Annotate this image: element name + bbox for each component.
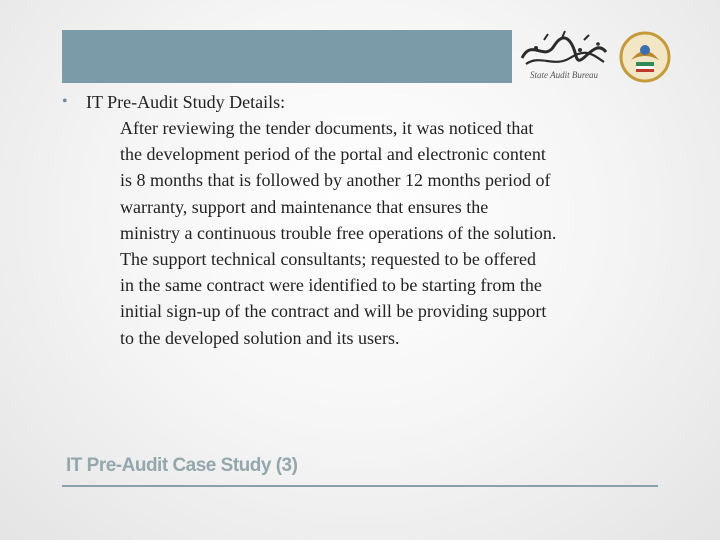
logo-area [514,28,662,86]
footer-title: IT Pre-Audit Case Study (3) [66,455,298,476]
footer-divider [62,485,658,487]
body-line: in the same contract were identified to be starting from the [120,275,542,296]
body-line: ministry a continuous trouble free operations of the solution. [120,222,557,243]
body-line: After reviewing the tender documents, it was noticed that [120,118,534,138]
national-emblem-icon [618,30,672,84]
body-line: to the developed solution and its users. [120,327,400,348]
body-line: warranty, support and maintenance that ensures the [120,196,489,217]
bullet-heading-text: IT Pre-Audit Study Details: [86,92,286,112]
bullet-dot-icon: • [62,93,68,110]
logo-caption: State Audit Bureau [530,70,598,80]
body-line: is 8 months that is followed by another 12 months period of [120,170,551,191]
body-paragraph [120,115,660,351]
bullet-heading [62,90,662,114]
body-line: initial sign-up of the contract and will be providing support [120,301,547,322]
body-line: The support technical consultants; requested to be offered [120,249,537,270]
slide-content [62,90,662,351]
header-band [62,30,512,83]
body-line: the development period of the portal and electronic content [120,144,546,165]
